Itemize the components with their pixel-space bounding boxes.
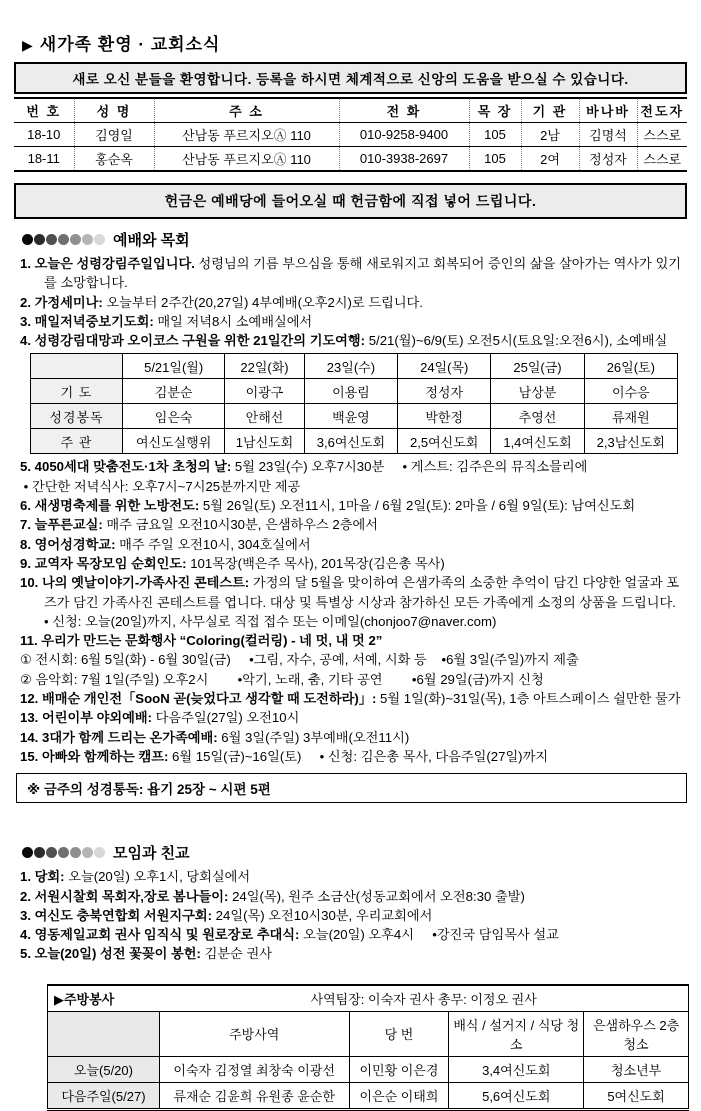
cell: 105 (469, 123, 521, 147)
gradient-dot (70, 234, 81, 245)
cell: 18-10 (14, 123, 74, 147)
table-row (31, 379, 678, 404)
table-row (14, 147, 687, 172)
cell (31, 354, 123, 379)
gradient-dot (94, 234, 105, 245)
col-barnabas: 바나바 (579, 98, 637, 123)
list-item: 7. 늘푸른교실: 매주 금요일 오전10시30분, 은샘하우스 2층에서 (20, 517, 378, 533)
cell: 은샘하우스 2층 청소 (584, 1011, 689, 1056)
cell: 3,4여신도회 (449, 1056, 584, 1082)
cell: 안해선 (225, 404, 305, 429)
cell: 남상분 (491, 379, 584, 404)
cell: 홍순옥 (74, 147, 154, 172)
cell: 이용림 (304, 379, 397, 404)
cell: 스스로 (637, 123, 687, 147)
list-item: 6. 새생명축제를 위한 노방전도: 5월 26일(토) 오전11시, 1마을 / 6월 2일(토): 2마을 / 6월 9일(토): 남여신도회 (20, 498, 636, 514)
table-row (48, 1056, 689, 1082)
cell: 010-3938-2697 (339, 147, 469, 172)
col-name: 성 명 (74, 98, 154, 123)
cell: 22일(화) (225, 354, 305, 379)
cell: 백윤영 (304, 404, 397, 429)
list-item: 10. 나의 옛날이야기-가족사진 콘테스트: 가정의 달 5월을 맞이하여 은샘가족의 소중한 추억이 담긴 다양한 얼굴과 포즈가 담긴 가족사진 콘테스트를 엽니다. 대상 및 특별상 시상과 참가하신 모든 가족에게 소정의 상품을 드립니다. • 신청: 오늘(20일)까지, 사무실로 직접 접수 또는 이메일(chonjoo7@naver.com) (20, 575, 698, 629)
kitchen-leaders: 사역팀장: 이숙자 권사 총무: 이정오 권사 (159, 985, 688, 1012)
section-title: 모임과 친교 (113, 845, 190, 863)
table-header-row (14, 98, 687, 123)
prayer-schedule-table (30, 353, 678, 454)
cell: 배식 / 설거지 / 식당 청소 (449, 1011, 584, 1056)
cell: 산남동 푸르지오Ⓐ 110 (154, 123, 339, 147)
list-item: ① 전시회: 6월 5일(화) - 6월 30일(금) •그림, 자수, 공예, 서예, 시화 등 •6월 3일(주일)까지 제출 (20, 652, 579, 668)
cell: 김명석 (579, 123, 637, 147)
table-header-row (31, 354, 678, 379)
cell: 산남동 푸르지오Ⓐ 110 (154, 147, 339, 172)
list-item: 13. 어린이부 야외예배: 다음주일(27일) 오전10시 (20, 710, 300, 726)
worship-items-continued (20, 457, 698, 766)
table-row (48, 1082, 689, 1109)
cell: 105 (469, 147, 521, 172)
list-item: 3. 여신도 충북연합회 서원지구회: 24일(목) 오전10시30분, 우리교회에서 (20, 907, 433, 923)
cell: 25일(금) (491, 354, 584, 379)
list-item: 4. 영동제일교회 권사 임직식 및 원로장로 추대식: 오늘(20일) 오후4시 •강진국 담임목사 설교 (20, 927, 559, 943)
cell: 여신도실행위 (123, 429, 225, 454)
list-item: ② 음악회: 7월 1일(주일) 오후2시 •악기, 노래, 춤, 기타 공연 •6월 29일(금)까지 신청 (20, 671, 544, 687)
cell: 스스로 (637, 147, 687, 172)
cell: 김분순 (123, 379, 225, 404)
gradient-dot (34, 847, 45, 858)
cell: 1,4여신도회 (491, 429, 584, 454)
cell: 이숙자 김정열 최창숙 이광선 (159, 1056, 349, 1082)
gradient-dot (34, 234, 45, 245)
row-label: 성경봉독 (31, 404, 123, 429)
cell: 5여신도회 (584, 1082, 689, 1109)
cell: 18-11 (14, 147, 74, 172)
list-item: 11. 우리가 만드는 문화행사 “Coloring(컬러링) - 네 멋, 내 멋 2” (20, 633, 383, 649)
list-item: 5. 4050세대 맞춤전도·1차 초청의 날: 5월 23일(수) 오후7시30분 • 게스트: 김주은의 뮤직소믈리에 (20, 459, 588, 475)
list-item: 1. 오늘은 성령강림주일입니다. 성령님의 기름 부으심을 통해 새로워지고 회복되어 증인의 삶을 살아가는 역사가 있기를 소망합니다. (20, 256, 682, 291)
cell: 이민황 이은경 (349, 1056, 449, 1082)
list-item: 14. 3대가 함께 드리는 온가족예배: 6월 3일(주일) 3부예배(오전11시) (20, 729, 410, 745)
cell: 5,6여신도회 (449, 1082, 584, 1109)
col-org: 기 관 (521, 98, 579, 123)
cell: 이수응 (584, 379, 677, 404)
offering-notice: 헌금은 예배당에 들어오실 때 헌금함에 직접 넣어 드립니다. (14, 183, 687, 219)
table-row (31, 404, 678, 429)
cell: 정성자 (398, 379, 491, 404)
gradient-dot (58, 234, 69, 245)
cell: 2,3남신도회 (584, 429, 677, 454)
cell: 3,6여신도회 (304, 429, 397, 454)
gradient-dot (46, 234, 57, 245)
gradient-dot (22, 234, 33, 245)
list-item: 3. 매일저녁중보기도회: 매일 저녁8시 소예배실에서 (20, 313, 313, 329)
cell: 류재순 김윤희 유원종 윤순한 (159, 1082, 349, 1109)
cell: 2남 (521, 123, 579, 147)
row-label: 주 관 (31, 429, 123, 454)
row-label: 오늘(5/20) (48, 1056, 160, 1082)
welcome-notice: 새로 오신 분들을 환영합니다. 등록을 하시면 체계적으로 신앙의 도움을 받으실 수 있습니다. (14, 62, 687, 94)
list-item: • 간단한 저녁식사: 오후7시~7시25분까지만 제공 (20, 478, 301, 494)
list-item: 9. 교역자 목장모임 순회인도: 101목장(백은주 목사), 201목장(김은총 목사) (20, 555, 445, 571)
table-header-row (48, 1011, 689, 1056)
cell: 당 번 (349, 1011, 449, 1056)
gradient-dot (46, 847, 57, 858)
list-item: 1. 당회: 오늘(20일) 오후1시, 당회실에서 (20, 869, 251, 885)
kitchen-title: ▶주방봉사 (48, 985, 160, 1012)
kitchen-duty-table (47, 984, 689, 1111)
cell: 1남신도회 (225, 429, 305, 454)
list-item: 2. 서원시찰회 목회자,장로 봄나들이: 24일(목), 원주 소금산(성동교회에서 오전8:30 출발) (20, 888, 525, 904)
cell: 류재원 (584, 404, 677, 429)
cell: 이광구 (225, 379, 305, 404)
cell: 2여 (521, 147, 579, 172)
section-header-worship (22, 229, 687, 250)
col-address: 주 소 (154, 98, 339, 123)
cell: 추영선 (491, 404, 584, 429)
gradient-dot (82, 847, 93, 858)
page-title-text: 새가족 환영 · 교회소식 (39, 35, 221, 54)
cell: 주방사역 (159, 1011, 349, 1056)
list-item: 4. 성령강림대망과 오이코스 구원을 위한 21일간의 기도여행: 5/21(월)~6/9(토) 오전5시(토요일:오전6시), 소예배실 (20, 333, 668, 349)
col-mokjang: 목 장 (469, 98, 521, 123)
cell: 24일(목) (398, 354, 491, 379)
gradient-dot (82, 234, 93, 245)
list-item: 12. 배매순 개인전「SooN 곧(늦었다고 생각할 때 도전하라)」: 5월 1일(화)~31일(목), 1층 아트스페이스 쉴만한 물가 (20, 691, 681, 707)
row-label: 다음주일(5/27) (48, 1082, 160, 1109)
cell (48, 1011, 160, 1056)
list-item: 5. 오늘(20일) 성전 꽃꽂이 봉헌: 김분순 권사 (20, 946, 272, 962)
table-row (48, 985, 689, 1012)
table-row (14, 123, 687, 147)
cell: 010-9258-9400 (339, 123, 469, 147)
page-title (22, 30, 687, 55)
cell: 청소년부 (584, 1056, 689, 1082)
cell: 23일(수) (304, 354, 397, 379)
gradient-dot (94, 847, 105, 858)
cell: 5/21일(월) (123, 354, 225, 379)
fellowship-items (20, 867, 687, 963)
worship-items (20, 254, 687, 350)
col-number: 번 호 (14, 98, 74, 123)
col-phone: 전 화 (339, 98, 469, 123)
gradient-dot (22, 847, 33, 858)
cell: 26일(토) (584, 354, 677, 379)
section-title: 예배와 목회 (113, 232, 190, 249)
list-item: 15. 아빠와 함께하는 캠프: 6월 15일(금)~16일(토) • 신청: 김은총 목사, 다음주일(27일)까지 (20, 748, 549, 764)
list-item: 8. 영어성경학교: 매주 주일 오전10시, 304호실에서 (20, 536, 311, 552)
gradient-dot (58, 847, 69, 858)
cell: 김영일 (74, 123, 154, 147)
row-label: 기 도 (31, 379, 123, 404)
list-item: 2. 가정세미나: 오늘부터 2주간(20,27일) 4부예배(오후2시)로 드립니다. (20, 294, 423, 310)
bible-reading-box: ※ 금주의 성경통독: 욥기 25장 ~ 시편 5편 (16, 773, 687, 803)
gradient-dot (70, 847, 81, 858)
cell: 박한정 (398, 404, 491, 429)
cell: 이은순 이태희 (349, 1082, 449, 1109)
cell: 정성자 (579, 147, 637, 172)
arrow-icon: ▶ (22, 37, 34, 53)
section-header-fellowship (22, 842, 687, 863)
col-evangelist: 전도자 (637, 98, 687, 123)
table-row (31, 429, 678, 454)
cell: 2,5여신도회 (398, 429, 491, 454)
newcomers-table (14, 97, 687, 172)
cell: 임은숙 (123, 404, 225, 429)
